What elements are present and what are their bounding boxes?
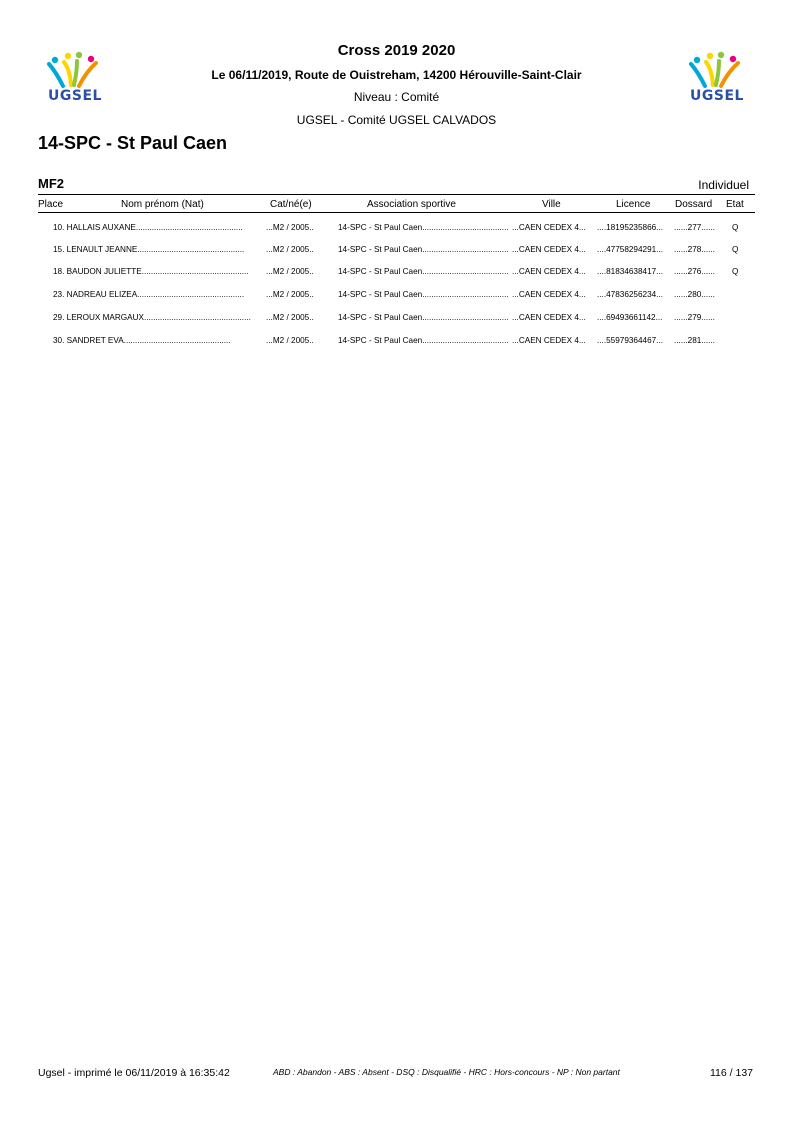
cell-cat: ...M2 / 2005.. [266, 313, 314, 322]
cell-licence: ....47836256234... [597, 290, 664, 299]
table-row [0, 267, 793, 281]
cell-name: 23. NADREAU ELIZEA............................................... [53, 290, 245, 299]
cell-cat: ...M2 / 2005.. [266, 290, 314, 299]
cell-assoc: 14-SPC - St Paul Caen...................................... [338, 336, 509, 345]
cell-licence: ....18195235866... [597, 223, 664, 232]
table-row [0, 290, 793, 304]
cell-etat: Q [732, 245, 739, 254]
category-type: Individuel [698, 178, 749, 192]
col-ville: Ville [542, 199, 561, 210]
cell-dossard: ......281...... [674, 336, 715, 345]
cell-dossard: ......277...... [674, 223, 715, 232]
club-title: 14-SPC - St Paul Caen [38, 133, 228, 153]
col-name: Nom prénom (Nat) [121, 199, 204, 210]
col-cat: Cat/né(e) [270, 199, 312, 210]
col-place: Place [38, 199, 64, 210]
table-row [0, 336, 793, 350]
cell-dossard: ......276...... [674, 267, 715, 276]
cell-dossard: ......279...... [674, 313, 715, 322]
cell-ville: ...CAEN CEDEX 4... [512, 336, 586, 345]
table-row [0, 313, 793, 327]
footer-page-number: 116 / 137 [709, 1067, 753, 1079]
footer-legend: ABD : Abandon - ABS : Absent - DSQ : Disqualifié - HRC : Hors-concours - NP : Non partant [273, 1067, 620, 1077]
cell-etat: Q [732, 267, 739, 276]
cell-dossard: ......278...... [674, 245, 715, 254]
event-organization: UGSEL - Comité UGSEL CALVADOS [296, 113, 497, 127]
ugsel-logo-text: UGSEL [48, 88, 102, 104]
event-subtitle: Le 06/11/2019, Route de Ouistreham, 14200 Hérouville-Saint-Clair [211, 68, 582, 82]
event-title: Cross 2019 2020 [337, 42, 456, 59]
event-level: Niveau : Comité [353, 90, 440, 104]
cell-ville: ...CAEN CEDEX 4... [512, 245, 586, 254]
cell-name: 10. HALLAIS AUXANE............................................... [53, 223, 243, 232]
cell-ville: ...CAEN CEDEX 4... [512, 267, 586, 276]
cell-licence: ....55979364467... [597, 336, 664, 345]
table-row [0, 245, 793, 259]
cell-etat: Q [732, 223, 739, 232]
table-top-rule [38, 194, 755, 195]
cell-assoc: 14-SPC - St Paul Caen...................................... [338, 267, 509, 276]
cell-name: 30. SANDRET EVA............................................... [53, 336, 231, 345]
cell-ville: ...CAEN CEDEX 4... [512, 313, 586, 322]
cell-assoc: 14-SPC - St Paul Caen...................................... [338, 290, 509, 299]
cell-licence: ....47758294291... [597, 245, 664, 254]
col-dossard: Dossard [675, 199, 713, 210]
cell-cat: ...M2 / 2005.. [266, 223, 314, 232]
footer-printed: Ugsel - imprimé le 06/11/2019 à 16:35:42 [38, 1067, 230, 1079]
category-name: MF2 [38, 176, 64, 191]
cell-ville: ...CAEN CEDEX 4... [512, 223, 586, 232]
col-licence: Licence [616, 199, 651, 210]
cell-ville: ...CAEN CEDEX 4... [512, 290, 586, 299]
table-header-rule [38, 212, 755, 213]
cell-cat: ...M2 / 2005.. [266, 336, 314, 345]
cell-cat: ...M2 / 2005.. [266, 267, 314, 276]
cell-cat: ...M2 / 2005.. [266, 245, 314, 254]
cell-assoc: 14-SPC - St Paul Caen...................................... [338, 313, 509, 322]
cell-dossard: ......280...... [674, 290, 715, 299]
cell-licence: ....69493661142... [597, 313, 663, 322]
cell-licence: ....81834638417... [597, 267, 664, 276]
ugsel-logo-text: UGSEL [690, 88, 744, 104]
cell-assoc: 14-SPC - St Paul Caen...................................... [338, 245, 509, 254]
cell-assoc: 14-SPC - St Paul Caen...................................... [338, 223, 509, 232]
cell-name: 18. BAUDON JULIETTE............................................... [53, 267, 249, 276]
cell-name: 15. LENAULT JEANNE............................................... [53, 245, 245, 254]
table-row [0, 223, 793, 237]
col-etat: Etat [726, 199, 744, 210]
cell-name: 29. LEROUX MARGAUX............................................... [53, 313, 251, 322]
col-assoc: Association sportive [367, 199, 456, 210]
